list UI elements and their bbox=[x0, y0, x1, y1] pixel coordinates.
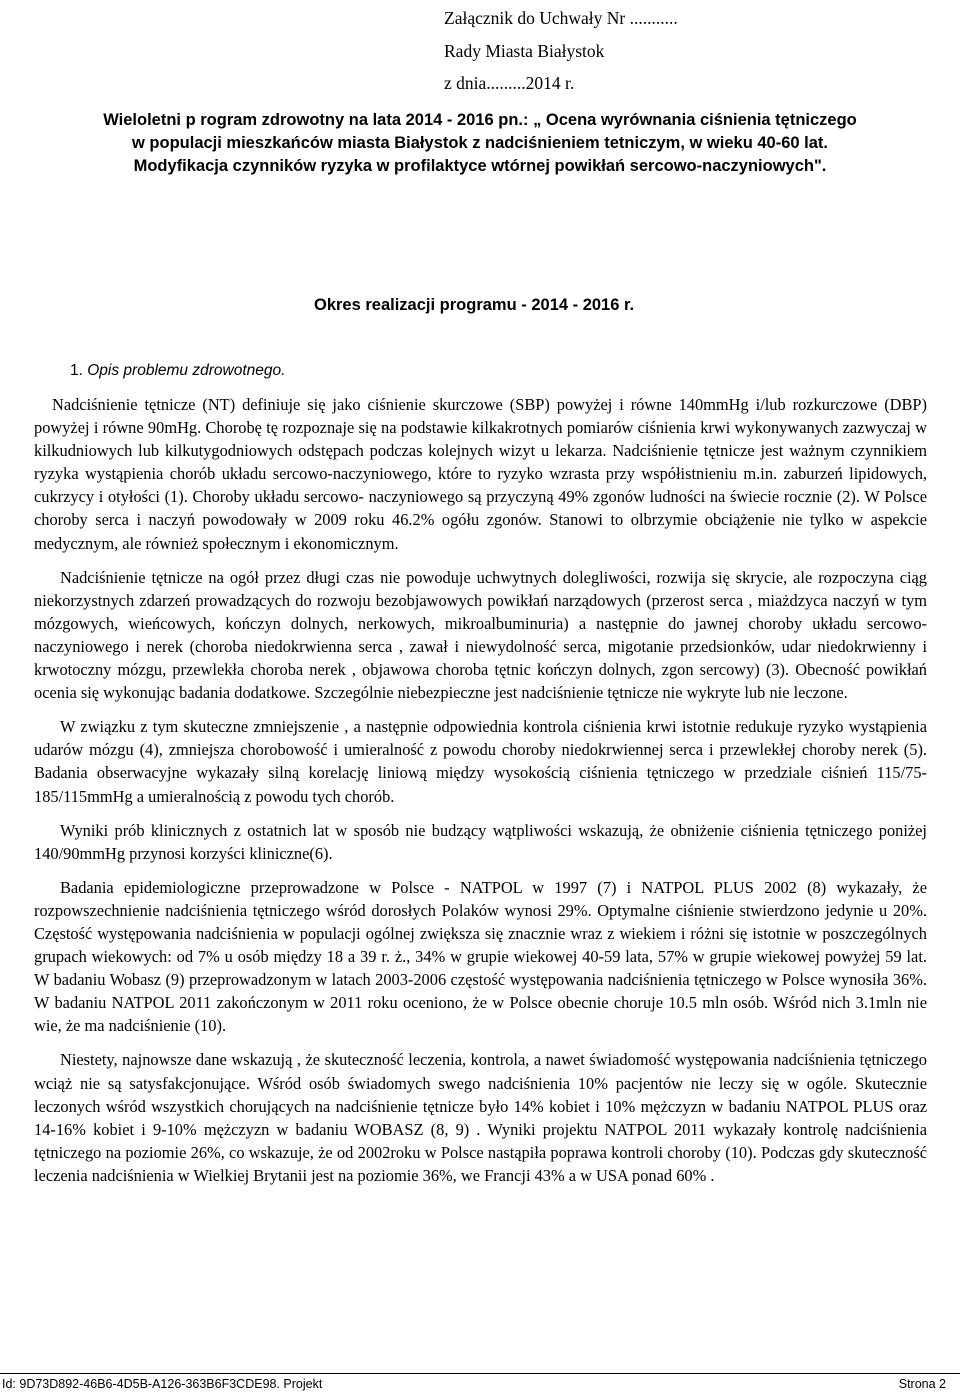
footer-page-number: Strona 2 bbox=[898, 1377, 946, 1391]
annex-line-1: Załącznik do Uchwały Nr ........... bbox=[444, 8, 678, 28]
program-title-line-3: Modyfikacja czynników ryzyka w profilaktyce wtórnej powikłań sercowo-naczyniowych". bbox=[133, 157, 827, 175]
section-number: 1. bbox=[70, 362, 83, 379]
paragraph-3: W związku z tym skuteczne zmniejszenie , a następnie odpowiednia kontrola ciśnienia krwi istotnie redukuje ryzyko wystąpienia udarów mózgu (4), zmniejsza chorobowość i umieralność z powodu choroby niedokrwiennej serca i przewlekłej choroby nerek (5). Badania obserwacyjne wykazały silną korelację liniową między wysokością ciśnienia tętniczego w przedziale ciśnień 115/75-185/115mmHg a umieralnością z powodu tych chorób. bbox=[34, 717, 927, 806]
realization-period: Okres realizacji programu - 2014 - 2016 r. bbox=[314, 296, 635, 314]
annex-line-2: Rady Miasta Białystok bbox=[444, 40, 605, 61]
body-text bbox=[34, 393, 927, 1198]
paragraph-4: Wyniki prób klinicznych z ostatnich lat w sposób nie budzący wątpliwości wskazują, że obniżenie ciśnienia tętniczego poniżej 140/90mmHg przynosi korzyści kliniczne(6). bbox=[34, 820, 927, 863]
program-title-line-1: Wieloletni p rogram zdrowotny na lata 2014 - 2016 pn.: „ Ocena wyrównania ciśnienia tętniczego bbox=[103, 111, 857, 129]
footer-document-id: Id: 9D73D892-46B6-4D5B-A126-363B6F3CDE98. Projekt bbox=[2, 1377, 323, 1391]
annex-header bbox=[444, 2, 944, 100]
paragraph-2: Nadciśnienie tętnicze na ogół przez długi czas nie powoduje uchwytnych dolegliwości, rozwija się skrycie, ale rozpoczyna ciąg niekorzystnych zdarzeń prowadzących do rozwoju bezobjawowych powikłań narządowych (przerost serca , miażdzyca naczyń w tym mózgowych, wieńcowych, kończyn dolnych, nerkowych, mikroalbuminuria) a następnie do jawnej choroby układu sercowo-naczyniowego i nerek (choroba niedokrwienna serca , zawał i niewydolność serca, migotanie przedsionków, udar niedokrwienny i krwotoczny mózgu, przewlekła choroba nerek , objawowa choroba tętnic kończyn dolnych, zgon sercowy) (3). Obecność powikłań ocenia się wykonując badania dodatkowe. Szczególnie niebezpieczne jest nadciśnienie tętnicze nie wykryte lub nie leczone. bbox=[34, 567, 927, 703]
program-title-line-2: w populacji mieszkańców miasta Białystok z nadciśnieniem tetniczym, w wieku 40-60 lat. bbox=[132, 134, 828, 152]
section-title: Opis problemu zdrowotnego. bbox=[87, 362, 286, 379]
program-title bbox=[28, 109, 932, 178]
annex-line-3: z dnia.........2014 r. bbox=[444, 73, 575, 93]
section-heading bbox=[70, 362, 285, 380]
paragraph-5: Badania epidemiologiczne przeprowadzone w Polsce - NATPOL w 1997 (7) i NATPOL PLUS 2002 (8) wykazały, że rozpowszechnienie nadciśnienia tętniczego wśród dorosłych Polaków wynosi 29%. Optymalne ciśnienie stwierdzono jedynie u 20%. Częstość występowania nadciśnienia w populacji ogólnej zwiększa się znacznie wraz z wiekiem i różni się istotnie w poszczególnych grupach wiekowych: od 7% u osób między 18 a 39 r. ż., 34% w grupie wiekowej 40-59 lata, 57% w grupie wiekowej powyżej 59 lat. W badaniu Wobasz (9) przeprowadzonym w latach 2003-2006 częstość występowania nadciśnienia tętniczego w Polsce wynosiła 36%. W badaniu NATPOL 2011 zakończonym w 2011 roku oceniono, że w Polsce obecnie choruje 10.5 mln osób. Wśród nich 3.1mln nie wie, że ma nadciśnienie (10). bbox=[34, 877, 927, 1036]
paragraph-6: Niestety, najnowsze dane wskazują , że skuteczność leczenia, kontrola, a nawet świadomość występowania nadciśnienia tętniczego wciąż nie są satysfakcjonujące. Wśród osób świadomych swego nadciśnienia 10% pacjentów nie leczy się w ogóle. Skutecznie leczonych wśród wszystkich chorujących na nadciśnienie tętnicze było 14% kobiet i 10% mężczyzn w badaniu NATPOL PLUS oraz 14-16% kobiet i 9-10% mężczyzn w badaniu WOBASZ (8, 9) . Wyniki projektu NATPOL 2011 wykazały kontrolę nadciśnienia tętniczego na poziomie 26%, co wskazuje, że od 2002roku w Polsce nastąpiła poprawa kontroli choroby (10). Podczas gdy skuteczność leczenia nadciśnienia w Wielkiej Brytanii jest na poziomie 36%, we Francji 43% a w USA ponad 60% . bbox=[34, 1050, 927, 1185]
footer-divider bbox=[0, 1373, 960, 1374]
paragraph-1: Nadciśnienie tętnicze (NT) definiuje się jako ciśnienie skurczowe (SBP) powyżej i równe 140mmHg i/lub rozkurczowe (DBP) powyżej i równe 90mHg. Chorobę tę rozpoznaje się na podstawie kilkakrotnych pomiarów ciśnienia krwi wykonywanych zazwyczaj w kilkudniowych lub kilkutygodniowych odstępach podczas kolejnych wizyt u lekarza. Nadciśnienie tętnicze jest ważnym czynnikiem ryzyka wystąpienia chorób układu sercowo-naczyniowego, które to ryzyko wzrasta przy współistnieniu m.in. zaburzeń lipidowych, cukrzycy i otyłości (1). Choroby układu sercowo- naczyniowego są przyczyną 49% zgonów ludności na świecie rocznie (2). W Polsce choroby serca i naczyń powodowały w 2009 roku 46.2% ogółu zgonów. Stanowi to olbrzymie obciążenie nie tylko w aspekcie medycznym, ale również społecznym i ekonomicznym. bbox=[34, 395, 927, 553]
